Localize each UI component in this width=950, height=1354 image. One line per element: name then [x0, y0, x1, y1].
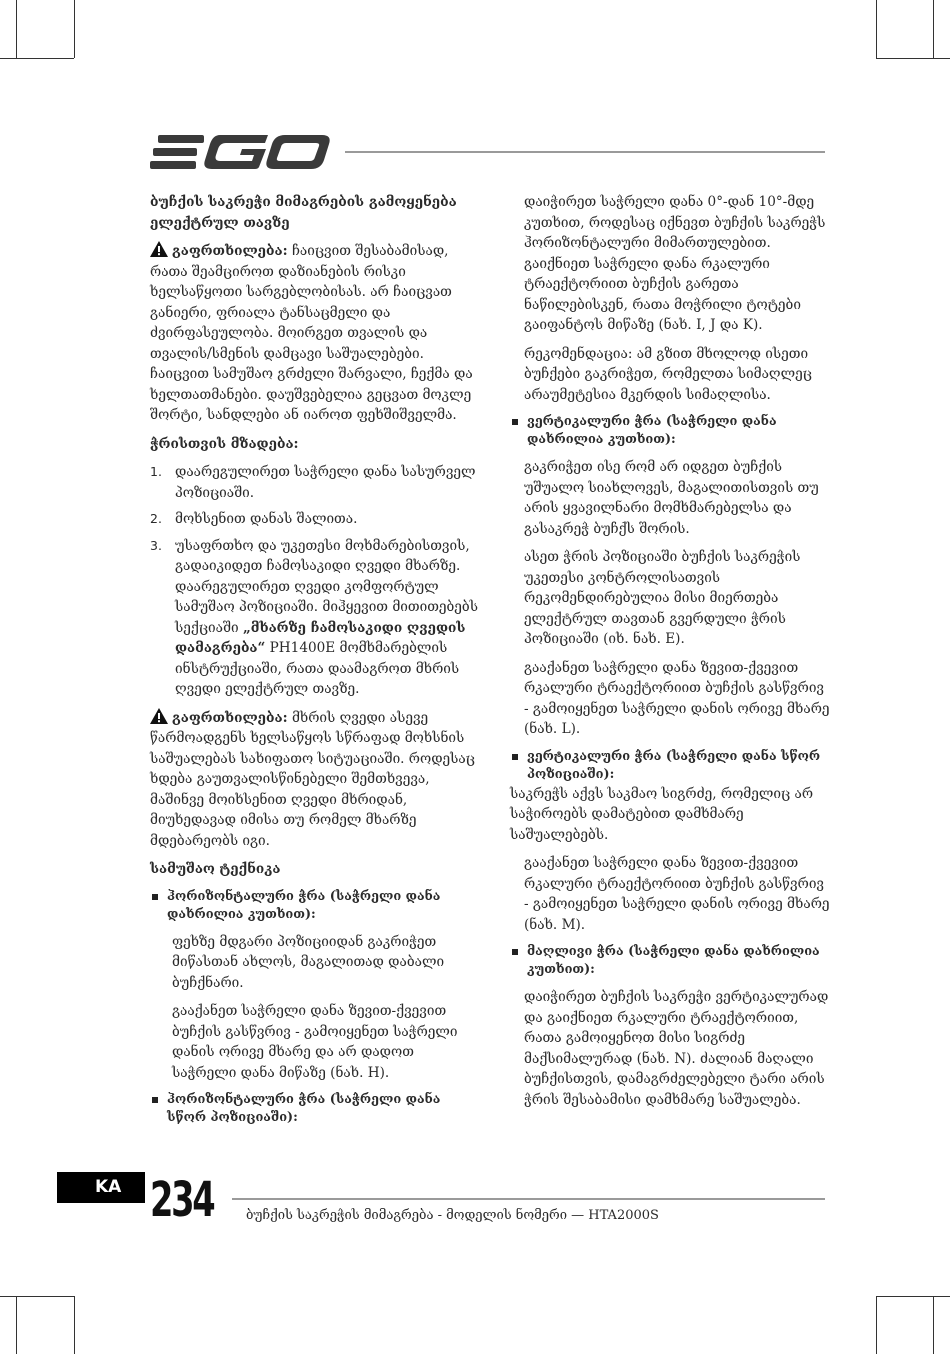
bullet-square-icon — [512, 419, 518, 425]
list-item — [150, 509, 480, 530]
paragraph: რეკომენდაცია: ამ გზით მხოლოდ ისეთი ბუჩქები გაკრიჭეთ, რომელთა სიმაღლეც არაუმეტესია მკერდის სიმაღლისა. — [524, 345, 812, 403]
bullet-square-icon — [152, 894, 158, 900]
bullet-title: ჰორიზონტალური ჭრა (საჭრელი დანა დახრილია კუთხით): — [167, 888, 441, 922]
prep-heading: ჭრისთვის მზადება: — [150, 435, 299, 452]
section-title: ბუჩქის საკრეჭი მიმაგრების გამოყენება ელექტრულ თავზე — [150, 194, 457, 231]
crop-mark — [933, 1296, 934, 1354]
warning-label: გაფრთხილება: — [172, 243, 288, 259]
step-number: 2. — [150, 511, 162, 526]
footer-rule — [232, 1198, 825, 1200]
paragraph: გააქანეთ საჭრელი დანა ზევით-ქვევით რკალური ტრაექტორიით ბუჩქის გასწვრივ - გამოიყენეთ საჭრელი დანის ორივე მხარე (ნახ. L). — [524, 659, 830, 737]
step-number: 1. — [150, 464, 162, 479]
technique-heading: სამუშაო ტექნიკა — [150, 861, 281, 877]
crop-mark — [16, 1296, 17, 1354]
step-number: 3. — [150, 537, 162, 553]
crop-mark — [74, 0, 75, 58]
crop-mark — [74, 1296, 75, 1354]
paragraph: დაიჭირეთ ბუჩქის საკრეჭი ვერტიკალურად და გაიქნიეთ რკალური ტრაექტორიით, რათა გამოიყენოთ მისი სიგრძე მაქსიმალურად (ნახ. N). ძალიან მაღალი ბუჩქისთვის, დამაგრძელებელი ტარი არის ჭრის შესაბამისი დამხმარე საშუალება. — [524, 989, 829, 1108]
bullet-square-icon — [512, 754, 518, 760]
paragraph: საკრეჭს აქვს საკმაო სიგრძე, რომელიც არ საჭიროებს დამატებით დამხმარე საშუალებებს. — [510, 785, 814, 843]
bullet-heading — [150, 1091, 480, 1127]
prep-steps — [150, 462, 480, 700]
step-text: მოხსენით დანას შალითა. — [175, 511, 358, 527]
bullet-square-icon — [152, 1097, 158, 1103]
step-text: დაარეგულირეთ საჭრელი დანა სასურველ პოზიციაში. — [175, 464, 476, 501]
bullet-heading — [150, 888, 480, 924]
bullet-heading — [510, 943, 830, 979]
crop-mark — [16, 0, 17, 58]
footer-text: ბუჩქის საკრეჭის მიმაგრება - მოდელის ნომერი — HTA2000S — [246, 1208, 659, 1223]
ego-logo — [150, 132, 332, 172]
warning-label: გაფრთხილება: — [172, 709, 288, 726]
bullet-heading — [510, 413, 830, 449]
warning-icon — [150, 241, 168, 257]
crop-mark — [876, 1296, 877, 1354]
bullet-title: ვერტიკალური ჭრა (საჭრელი დანა სწორ პოზიციაში): — [527, 748, 821, 782]
list-item — [150, 462, 480, 503]
bullet-title: მაღლივი ჭრა (საჭრელი დანა დახრილია კუთხით): — [527, 944, 820, 977]
warning-text: მხრის ღვედი ასევე წარმოადგენს ხელსაწყოს სწრაფად მოხსნის საშუალებას სახიფათო სიტუაციაში. როდესაც ხდება გაუთვალისწინებელი შემთხვევა, მაშინვე მოიხსენით ღვედი მხრიდან, მიუხედავად იმისა თუ რომელ მხარზე მდებარეობს იგი. — [150, 709, 475, 849]
header-rule — [345, 151, 825, 153]
bullet-square-icon — [512, 949, 518, 955]
crop-mark — [933, 0, 934, 58]
paragraph: ასეთ ჭრის პოზიციაში ბუჩქის საკრეჭის უკეთესი კონტროლისათვის რეკომენდირებულია მისი მიერთება ელექტრულ თავთან გვერდული ჭრის პოზიციაში (იხ. ნახ. E). — [524, 549, 801, 647]
crop-mark — [876, 0, 877, 58]
step-text-after: PH1400E მომხმარებლის ინსტრუქციაში, რათა დაამაგროთ მხრის ღვედი ელექტრულ თავზე. — [175, 640, 460, 697]
bullet-heading — [510, 748, 830, 784]
paragraph: დაიჭირეთ საჭრელი დანა 0°-დან 10°-მდე კუთხით, როდესაც იქნევთ ბუჩქის საკრეჭს ჰორიზონტალური მიმართულებით. გაიქნიეთ საჭრელი დანა რკალური ტრაექტორიით ბუჩქის გარეთა ნაწილებისკენ, რათა მოჭრილი ტოტები გაიფანტოს მიწაზე (ნახ. I, J და K). — [524, 194, 826, 333]
paragraph: ფეხზე მდგარი პოზიციიდან გაკრიჭეთ მიწასთან ახლოს, მაგალითად დაბალი ბუჩქნარი. — [172, 933, 445, 991]
paragraph: გაკრიჭეთ ისე რომ არ იდგეთ ბუჩქის უშუალო სიახლოვეს, მაგალითისთვის თუ არის ყვავილნარი მომხმარებელსა და გასაკრეჭ ბუჩქს შორის. — [524, 459, 819, 537]
crop-mark — [876, 58, 950, 59]
page-number: 234 — [150, 1172, 214, 1228]
step-text: უსაფრთხო და უკეთესი მოხმარებისთვის, გადაიკიდეთ ჩამოსაკიდი ღვედი მხარზე. დაარეგულირეთ ღვედი კომფორტულ სამუშაო პოზიციაში. მიჰყევით მითითებებს სექციაში — [175, 537, 478, 636]
paragraph: გააქანეთ საჭრელი დანა ზევით-ქვევით რკალური ტრაექტორიით ბუჩქის გასწვრივ - გამოიყენეთ საჭრელი დანის ორივე მხარე (ნახ. M). — [524, 855, 830, 933]
crop-mark — [876, 1296, 950, 1297]
bullet-title: ჰორიზონტალური ჭრა (საჭრელი დანა სწორ პოზიციაში): — [167, 1092, 441, 1125]
crop-mark — [0, 58, 74, 59]
right-column — [510, 192, 830, 1118]
step-reference: „მხარზე ჩამოსაკიდი ღვედის დამაგრება“ — [175, 619, 466, 656]
left-column — [150, 192, 480, 1135]
bullet-title: ვერტიკალური ჭრა (საჭრელი დანა დახრილია კუთხით): — [527, 414, 777, 447]
warning-icon — [150, 708, 168, 724]
warning-paragraph — [150, 241, 480, 426]
list-item — [150, 536, 480, 700]
language-code: KA — [95, 1177, 122, 1197]
warning-paragraph — [150, 708, 480, 852]
paragraph: გააქანეთ საჭრელი დანა ზევით-ქვევით ბუჩქის გასწვრივ - გამოიყენეთ საჭრელი დანის ორივე მხარე და არ დადოთ საჭრელი დანა მიწაზე (ნახ. H). — [172, 1003, 458, 1081]
warning-text: ჩაიცვით შესაბამისად, რათა შეამციროთ დაზიანების რისკი ხელსაწყოთი სარგებლობისას. არ ჩაიცვათ განიერი, ფრიალა ტანსაცმელი და ძვირფასეულობა. მოირგეთ თვალის და თვალის/სმენის დამცავი საშუალებები. ჩაიცვით სამუშაო გრძელი შარვალი, ჩექმა და ხელთათმანები. დაუშვებელია გეცვათ მოკლე შორტი, სანდლები ან იაროთ ფეხშიშველმა. — [150, 243, 473, 423]
crop-mark — [0, 1296, 74, 1297]
